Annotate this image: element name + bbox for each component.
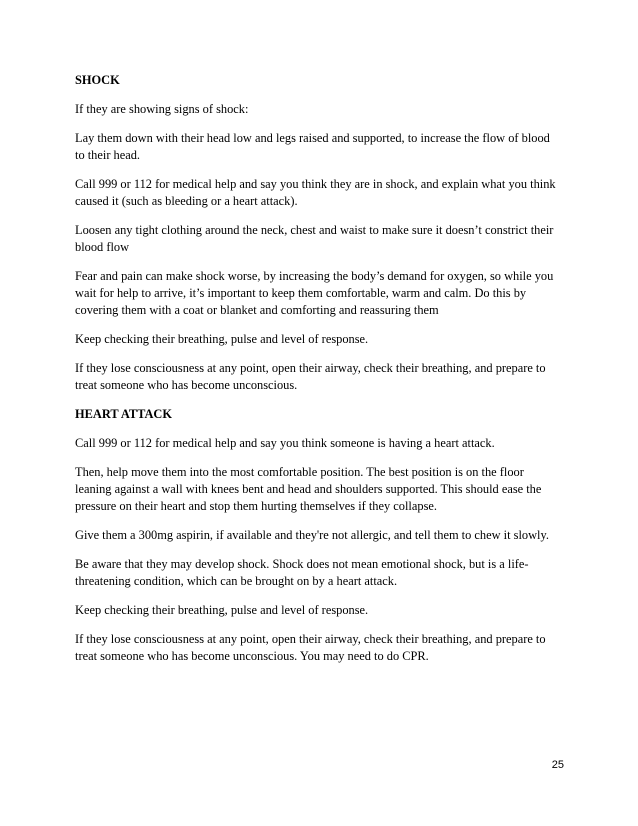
paragraph: Fear and pain can make shock worse, by increasing the body’s demand for oxygen, so while you wait for help to arrive, it’s important to keep them comfortable, warm and calm. Do this by covering them with a coat or blanket and comforting and reassuring them [75, 269, 554, 317]
section-heart-attack [75, 406, 575, 665]
paragraph: Loosen any tight clothing around the neck, chest and waist to make sure it doesn’t constrict their blood flow [75, 223, 554, 254]
paragraph: Call 999 or 112 for medical help and say you think someone is having a heart attack. [75, 436, 495, 450]
paragraph: Keep checking their breathing, pulse and level of response. [75, 332, 369, 346]
paragraph: If they are showing signs of shock: [75, 102, 249, 116]
paragraph: If they lose consciousness at any point, open their airway, check their breathing, and prepare to treat someone who has become unconscious. [75, 361, 546, 392]
page-number: 25 [551, 759, 564, 771]
paragraph: If they lose consciousness at any point, open their airway, check their breathing, and prepare to treat someone who has become unconscious. You may need to do CPR. [75, 632, 546, 663]
section-heading-heart-attack: HEART ATTACK [75, 407, 172, 421]
section-heading-shock: SHOCK [75, 73, 120, 87]
section-shock [75, 72, 575, 394]
paragraph: Be aware that they may develop shock. Shock does not mean emotional shock, but is a life- threatening condition, which can be brought on by a heart attack. [75, 557, 529, 588]
paragraph: Then, help move them into the most comfortable position. The best position is on the floor leaning against a wall with knees bent and head and shoulders supported. This should ease the pressure on their heart and stop them hurting themselves if they collapse. [75, 465, 542, 513]
paragraph: Give them a 300mg aspirin, if available and they're not allergic, and tell them to chew it slowly. [75, 528, 549, 542]
paragraph: Keep checking their breathing, pulse and level of response. [75, 603, 369, 617]
paragraph: Call 999 or 112 for medical help and say you think they are in shock, and explain what you think caused it (such as bleeding or a heart attack). [75, 177, 556, 208]
paragraph: Lay them down with their head low and legs raised and supported, to increase the flow of blood to their head. [75, 131, 550, 162]
document-body [75, 72, 575, 677]
